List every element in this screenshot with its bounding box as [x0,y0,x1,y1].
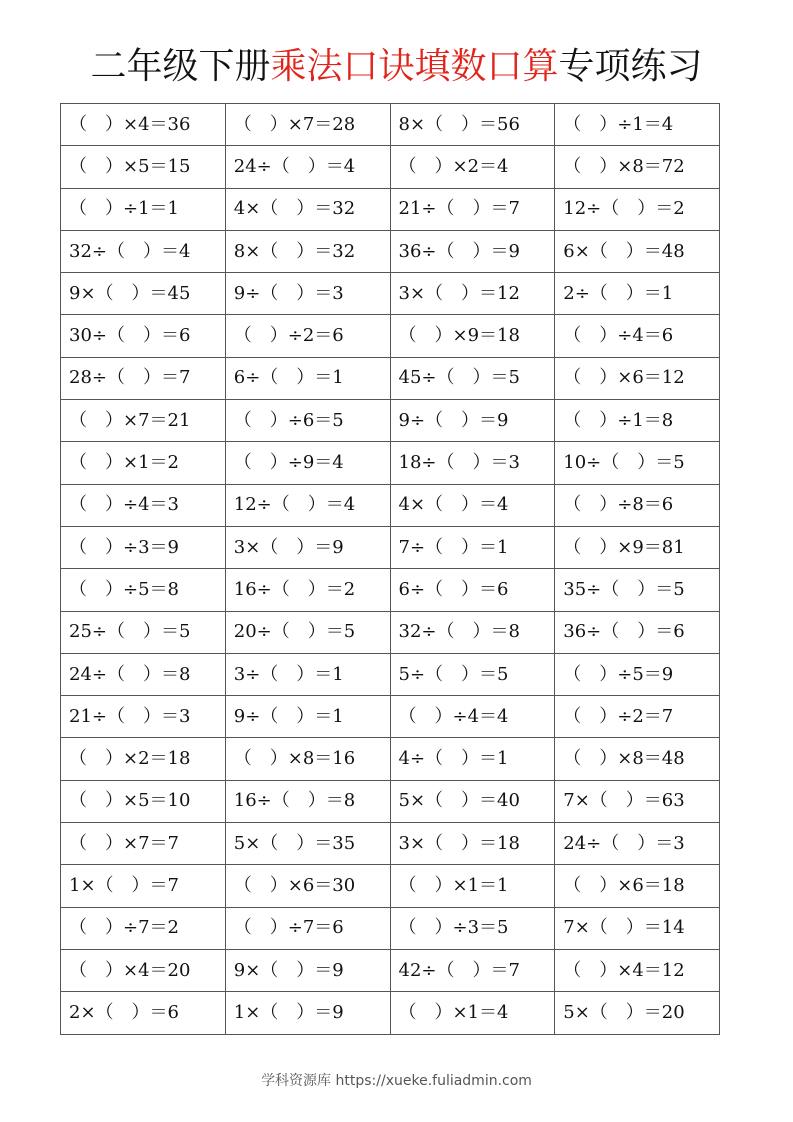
exercise-row [61,484,720,526]
exercise-cell: 30÷（ ）＝6 [61,315,226,357]
exercise-cell: （ ）÷7＝2 [61,907,226,949]
exercise-cell: （ ）×8＝16 [225,738,390,780]
exercise-cell: （ ）×8＝72 [555,146,720,188]
exercise-cell: （ ）×4＝12 [555,949,720,991]
exercise-cell: 6×（ ）＝48 [555,230,720,272]
exercise-cell: （ ）×5＝10 [61,780,226,822]
exercise-cell: 9×（ ）＝45 [61,273,226,315]
exercise-cell: 12÷（ ）＝2 [555,188,720,230]
exercise-cell: 1×（ ）＝9 [225,992,390,1034]
exercise-cell: （ ）÷6＝5 [225,400,390,442]
exercise-cell: （ ）÷1＝8 [555,400,720,442]
exercise-cell: 4×（ ）＝32 [225,188,390,230]
exercise-cell: 21÷（ ）＝7 [390,188,555,230]
exercise-row [61,400,720,442]
exercise-cell: （ ）×6＝12 [555,357,720,399]
page-title [0,40,793,94]
exercise-row [61,992,720,1034]
exercise-cell: 6÷（ ）＝6 [390,569,555,611]
exercise-row [61,611,720,653]
exercise-cell: （ ）×2＝4 [390,146,555,188]
exercise-cell: 8×（ ）＝32 [225,230,390,272]
exercise-cell: （ ）÷3＝9 [61,526,226,568]
exercise-cell: 7×（ ）＝14 [555,907,720,949]
exercise-cell: 32÷（ ）＝4 [61,230,226,272]
exercise-cell: （ ）×1＝4 [390,992,555,1034]
exercise-cell: 45÷（ ）＝5 [390,357,555,399]
exercise-cell: 8×（ ）＝56 [390,104,555,146]
exercise-cell: 3÷（ ）＝1 [225,653,390,695]
exercise-row [61,653,720,695]
exercise-cell: （ ）÷1＝1 [61,188,226,230]
exercise-cell: 2÷（ ）＝1 [555,273,720,315]
exercise-cell: 3×（ ）＝9 [225,526,390,568]
exercise-cell: 25÷（ ）＝5 [61,611,226,653]
exercise-cell: 9÷（ ）＝9 [390,400,555,442]
exercise-cell: 5÷（ ）＝5 [390,653,555,695]
exercise-row [61,230,720,272]
title-prefix: 二年级下册 [90,46,271,87]
exercise-row [61,823,720,865]
exercise-row [61,104,720,146]
exercise-cell: 3×（ ）＝12 [390,273,555,315]
exercise-cell: （ ）÷2＝6 [225,315,390,357]
exercise-row [61,273,720,315]
exercise-row [61,696,720,738]
exercise-cell: 5×（ ）＝35 [225,823,390,865]
exercise-cell: （ ）÷1＝4 [555,104,720,146]
exercise-cell: （ ）×2＝18 [61,738,226,780]
exercise-cell: 4×（ ）＝4 [390,484,555,526]
exercise-cell: 10÷（ ）＝5 [555,442,720,484]
exercise-cell: （ ）÷5＝9 [555,653,720,695]
exercise-cell: 21÷（ ）＝3 [61,696,226,738]
exercise-cell: （ ）÷5＝8 [61,569,226,611]
exercise-cell: 20÷（ ）＝5 [225,611,390,653]
exercise-cell: （ ）×7＝7 [61,823,226,865]
exercise-cell: （ ）÷4＝3 [61,484,226,526]
exercise-cell: 32÷（ ）＝8 [390,611,555,653]
exercise-cell: （ ）×7＝28 [225,104,390,146]
exercise-table [60,103,720,1035]
exercise-row [61,146,720,188]
exercise-cell: 7÷（ ）＝1 [390,526,555,568]
title-highlight: 乘法口诀填数口算 [270,46,559,87]
exercise-row [61,738,720,780]
exercise-cell: 28÷（ ）＝7 [61,357,226,399]
exercise-cell: （ ）÷7＝6 [225,907,390,949]
exercise-cell: （ ）÷3＝5 [390,907,555,949]
exercise-cell: 9÷（ ）＝3 [225,273,390,315]
exercise-cell: （ ）×4＝36 [61,104,226,146]
exercise-cell: （ ）×6＝18 [555,865,720,907]
exercise-cell: （ ）×1＝2 [61,442,226,484]
exercise-cell: （ ）×8＝48 [555,738,720,780]
exercise-cell: （ ）×9＝18 [390,315,555,357]
exercise-cell: （ ）÷8＝6 [555,484,720,526]
footer-source: 学科资源库 https://xueke.fuliadmin.com [261,1073,532,1089]
exercise-row [61,442,720,484]
exercise-row [61,526,720,568]
exercise-row [61,780,720,822]
exercise-cell: （ ）÷9＝4 [225,442,390,484]
exercise-cell: （ ）×7＝21 [61,400,226,442]
exercise-row [61,188,720,230]
exercise-cell: （ ）×1＝1 [390,865,555,907]
exercise-table-body [61,104,720,1035]
exercise-cell: （ ）÷4＝4 [390,696,555,738]
exercise-cell: 5×（ ）＝20 [555,992,720,1034]
exercise-cell: 24÷（ ）＝8 [61,653,226,695]
exercise-cell: 16÷（ ）＝8 [225,780,390,822]
exercise-cell: （ ）×9＝81 [555,526,720,568]
exercise-cell: 1×（ ）＝7 [61,865,226,907]
exercise-cell: 24÷（ ）＝4 [225,146,390,188]
exercise-cell: 7×（ ）＝63 [555,780,720,822]
exercise-row [61,315,720,357]
exercise-cell: 35÷（ ）＝5 [555,569,720,611]
exercise-cell: （ ）÷2＝7 [555,696,720,738]
exercise-cell: 4÷（ ）＝1 [390,738,555,780]
exercise-cell: 42÷（ ）＝7 [390,949,555,991]
exercise-row [61,569,720,611]
exercise-cell: 18÷（ ）＝3 [390,442,555,484]
exercise-cell: 36÷（ ）＝6 [555,611,720,653]
exercise-row [61,865,720,907]
exercise-cell: 2×（ ）＝6 [61,992,226,1034]
exercise-cell: 12÷（ ）＝4 [225,484,390,526]
exercise-cell: 16÷（ ）＝2 [225,569,390,611]
title-suffix: 专项练习 [558,46,703,87]
exercise-cell: 5×（ ）＝40 [390,780,555,822]
exercise-cell: （ ）×6＝30 [225,865,390,907]
exercise-row [61,949,720,991]
exercise-cell: （ ）×4＝20 [61,949,226,991]
exercise-row [61,907,720,949]
exercise-cell: （ ）÷4＝6 [555,315,720,357]
exercise-cell: 9÷（ ）＝1 [225,696,390,738]
exercise-cell: （ ）×5＝15 [61,146,226,188]
exercise-row [61,357,720,399]
exercise-cell: 3×（ ）＝18 [390,823,555,865]
exercise-cell: 6÷（ ）＝1 [225,357,390,399]
exercise-cell: 36÷（ ）＝9 [390,230,555,272]
exercise-cell: 9×（ ）＝9 [225,949,390,991]
exercise-cell: 24÷（ ）＝3 [555,823,720,865]
